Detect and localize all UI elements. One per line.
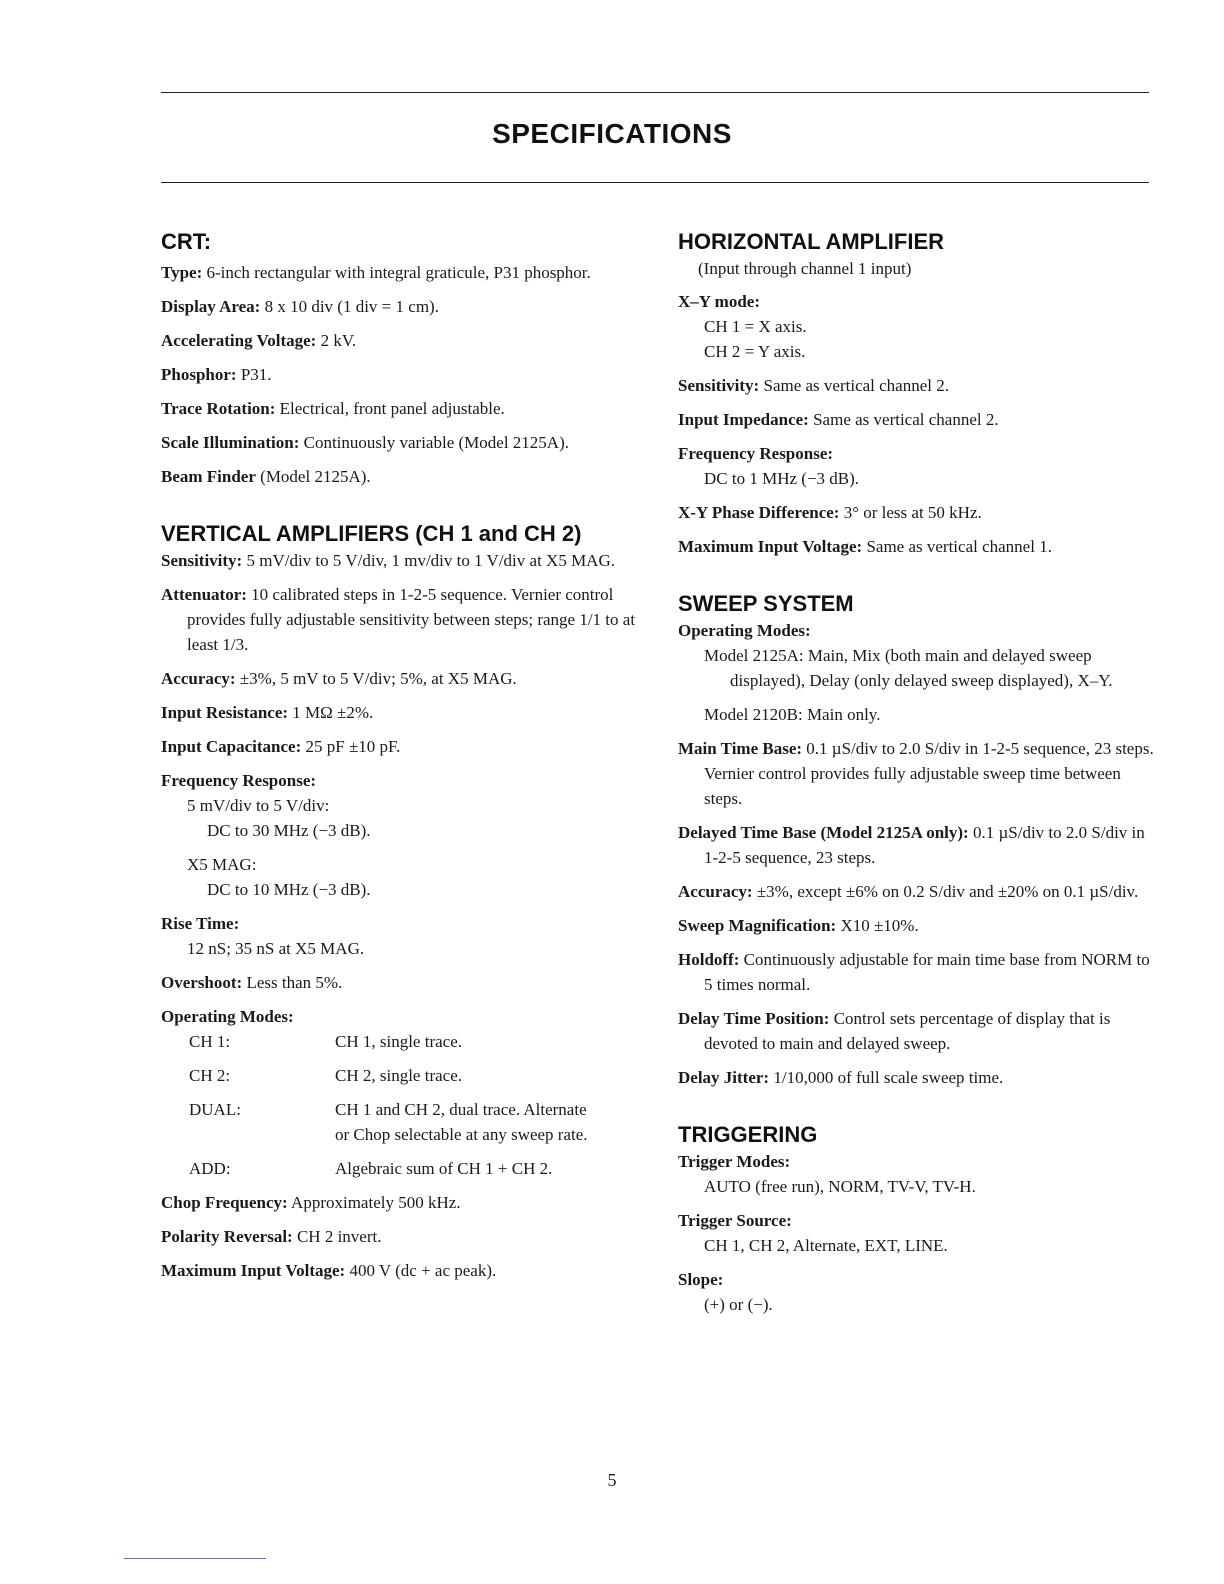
sweep-operating-modes-label: Operating Modes: [678, 621, 811, 640]
polarity-reversal: Polarity Reversal: CH 2 invert. [161, 1227, 382, 1246]
horizontal-sensitivity: Sensitivity: Same as vertical channel 2. [678, 376, 949, 395]
horizontal-input-impedance: Input Impedance: Same as vertical channel 2. [678, 410, 999, 429]
vertical-frequency-response-label: Frequency Response: [161, 771, 317, 790]
frequency-response-normal-value: DC to 30 MHz (−3 dB). [207, 821, 371, 840]
vertical-overshoot: Overshoot: Less than 5%. [161, 973, 343, 992]
frequency-response-normal: 5 mV/div to 5 V/div: [187, 796, 330, 815]
crt-scale-illumination: Scale Illumination: Continuously variable (Model 2125A). [161, 433, 569, 452]
crt-beam-finder: Beam Finder (Model 2125A). [161, 467, 371, 486]
vertical-accuracy: Accuracy: ±3%, 5 mV to 5 V/div; 5%, at X5 MAG. [161, 669, 517, 688]
mode-row-ch2: CH 2: CH 2, single trace. [189, 1066, 462, 1085]
trigger-source-value: CH 1, CH 2, Alternate, EXT, LINE. [704, 1236, 948, 1255]
trigger-modes-label: Trigger Modes: [678, 1152, 791, 1171]
main-time-base: Main Time Base: 0.1 µS/div to 2.0 S/div in 1-2-5 sequence, 23 steps. Vernier control provides fully adjustable sweep time between steps. [678, 739, 1154, 808]
crt-heading: CRT: [161, 229, 212, 254]
xy-mode-y: CH 2 = Y axis. [704, 342, 806, 361]
vertical-input-capacitance: Input Capacitance: 25 pF ±10 pF. [161, 737, 401, 756]
xy-mode-label: X–Y mode: [678, 292, 760, 311]
mode-row-add: ADD: Algebraic sum of CH 1 + CH 2. [189, 1159, 553, 1178]
slope-label: Slope: [678, 1270, 724, 1289]
chop-frequency: Chop Frequency: Approximately 500 kHz. [161, 1193, 461, 1212]
rise-time-value: 12 nS; 35 nS at X5 MAG. [187, 939, 365, 958]
horizontal-note: (Input through channel 1 input) [698, 259, 912, 278]
frequency-response-mag: X5 MAG: [187, 855, 257, 874]
xy-phase-difference: X-Y Phase Difference: 3° or less at 50 kHz. [678, 503, 982, 522]
horizontal-frequency-response-value: DC to 1 MHz (−3 dB). [704, 469, 860, 488]
bottom-rule [161, 182, 1149, 183]
sweep-heading: SWEEP SYSTEM [678, 591, 854, 616]
triggering-heading: TRIGGERING [678, 1122, 818, 1147]
page-title: SPECIFICATIONS [492, 118, 732, 149]
right-column [678, 228, 1154, 1317]
mode-row-ch1: CH 1: CH 1, single trace. [189, 1032, 462, 1051]
vertical-operating-modes-label: Operating Modes: [161, 1007, 294, 1026]
crt-type: Type: 6-inch rectangular with integral graticule, P31 phosphor. [161, 263, 591, 282]
sweep-mode-2120b: Model 2120B: Main only. [704, 705, 881, 724]
rise-time-label: Rise Time: [161, 914, 240, 933]
holdoff: Holdoff: Continuously adjustable for main time base from NORM to 5 times normal. [678, 950, 1150, 994]
slope-value: (+) or (−). [704, 1295, 773, 1314]
vertical-max-input-voltage: Maximum Input Voltage: 400 V (dc + ac peak). [161, 1261, 497, 1280]
left-column [161, 228, 636, 1292]
trigger-modes-value: AUTO (free run), NORM, TV-V, TV-H. [704, 1177, 976, 1196]
trigger-source-label: Trigger Source: [678, 1211, 792, 1230]
frequency-response-mag-value: DC to 10 MHz (−3 dB). [207, 880, 371, 899]
crt-display-area: Display Area: 8 x 10 div (1 div = 1 cm). [161, 297, 439, 316]
crt-trace-rotation: Trace Rotation: Electrical, front panel adjustable. [161, 399, 505, 418]
crt-accelerating-voltage: Accelerating Voltage: 2 kV. [161, 331, 357, 350]
delay-jitter: Delay Jitter: 1/10,000 of full scale sweep time. [678, 1068, 1004, 1087]
horizontal-frequency-response-label: Frequency Response: [678, 444, 834, 463]
page-number: 5 [607, 1470, 617, 1490]
horizontal-heading: HORIZONTAL AMPLIFIER [678, 229, 945, 254]
delayed-time-base: Delayed Time Base (Model 2125A only): 0.1 µS/div to 2.0 S/div in 1-2-5 sequence, 23 steps. [678, 823, 1145, 867]
sweep-magnification: Sweep Magnification: X10 ±10%. [678, 916, 919, 935]
scan-artifact-line [124, 1558, 266, 1559]
xy-mode-x: CH 1 = X axis. [704, 317, 807, 336]
vertical-attenuator: Attenuator: 10 calibrated steps in 1-2-5 sequence. Vernier control provides fully adjustable sensitivity between steps; range 1/1 to at least 1/3. [161, 585, 636, 654]
crt-phosphor: Phosphor: P31. [161, 365, 272, 384]
vertical-input-resistance: Input Resistance: 1 MΩ ±2%. [161, 703, 374, 722]
sweep-accuracy: Accuracy: ±3%, except ±6% on 0.2 S/div and ±20% on 0.1 µS/div. [678, 882, 1139, 901]
delay-time-position: Delay Time Position: Control sets percentage of display that is devoted to main and delayed sweep. [678, 1009, 1111, 1053]
horizontal-max-input-voltage: Maximum Input Voltage: Same as vertical channel 1. [678, 537, 1052, 556]
vertical-sensitivity: Sensitivity: 5 mV/div to 5 V/div, 1 mv/div to 1 V/div at X5 MAG. [161, 551, 615, 570]
vertical-heading: VERTICAL AMPLIFIERS (CH 1 and CH 2) [161, 521, 582, 546]
mode-row-dual: DUAL: CH 1 and CH 2, dual trace. Alternate or Chop selectable at any sweep rate. [189, 1100, 588, 1144]
top-rule [161, 92, 1149, 93]
sweep-mode-2125a: Model 2125A: Main, Mix (both main and delayed sweep displayed), Delay (only delayed sweep displayed), X–Y. [704, 646, 1113, 690]
